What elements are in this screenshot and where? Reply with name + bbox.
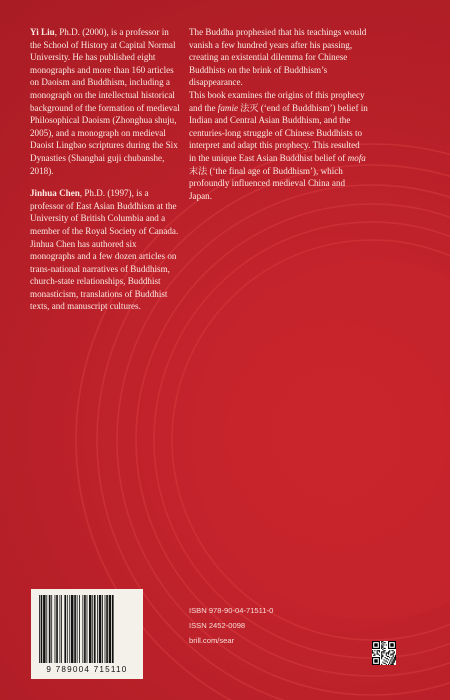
barcode-bars [37, 595, 137, 663]
author-bio-yi-liu [30, 26, 180, 177]
author-name: Jinhua Chen [30, 188, 80, 199]
publisher-url: brill.com/sear [189, 636, 235, 645]
description-paragraph-1: The Buddha prophesied that his teachings would vanish a few hundred years after his passing, creating an existential dilemma for Chinese Buddhists on the brink of Buddhism’s disappearance. [189, 27, 367, 88]
publication-info [189, 603, 273, 648]
isbn-barcode [31, 589, 143, 679]
isbn-text: ISBN 978-90-04-71511-0 [189, 606, 274, 615]
term-famie: famie [217, 102, 239, 113]
qr-code-icon [372, 641, 396, 665]
author-bio-jinhua-chen [30, 187, 180, 313]
term-mofa: mofa [347, 152, 366, 163]
description-paragraph-2: This book examines the origins of this prophecy and the famie 法灭 (‘end of Buddhism’) belief in Indian and Central Asian Buddhism, and the centuries-long struggle of Chinese Buddhists to interpret and adapt this prophecy. This resulted in the unique East Asian Buddhist belief of mofa 末法 (‘the final age of Buddhism’), which profoundly influenced medieval China and Japan. [189, 89, 368, 201]
author-bio-text: , Ph.D. (1997), is a professor of East Asian Buddhism at the University of British Columbia and a member of the Royal Society of Canada. Jinhua Chen has authored six monographs and a few dozen articles on trans-national narratives of Buddhism, church-state relationships, Buddhist monasticism, translations of Buddhist texts, and manuscript cultures. [30, 188, 179, 312]
author-name: Yi Liu [30, 27, 55, 37]
barcode-digits: 9 789004 715110 [46, 665, 128, 674]
author-biographies [30, 26, 180, 323]
author-bio-text: , Ph.D. (2000), is a professor in the School of History at Capital Normal University. He has published eight monographs and more than 160 articles on Daoism and Buddhism, including a monograph on the intellectual historical background of the formation of medieval Philosophical Daoism (Zhonghua shuju, 2005), and a monograph on medieval Daoist Lingbao scriptures during the Six Dynasties (Shanghai guji chubanshe, 2018). [30, 27, 180, 176]
book-description [189, 26, 369, 202]
issn-text: ISSN 2452-0098 [189, 621, 246, 630]
